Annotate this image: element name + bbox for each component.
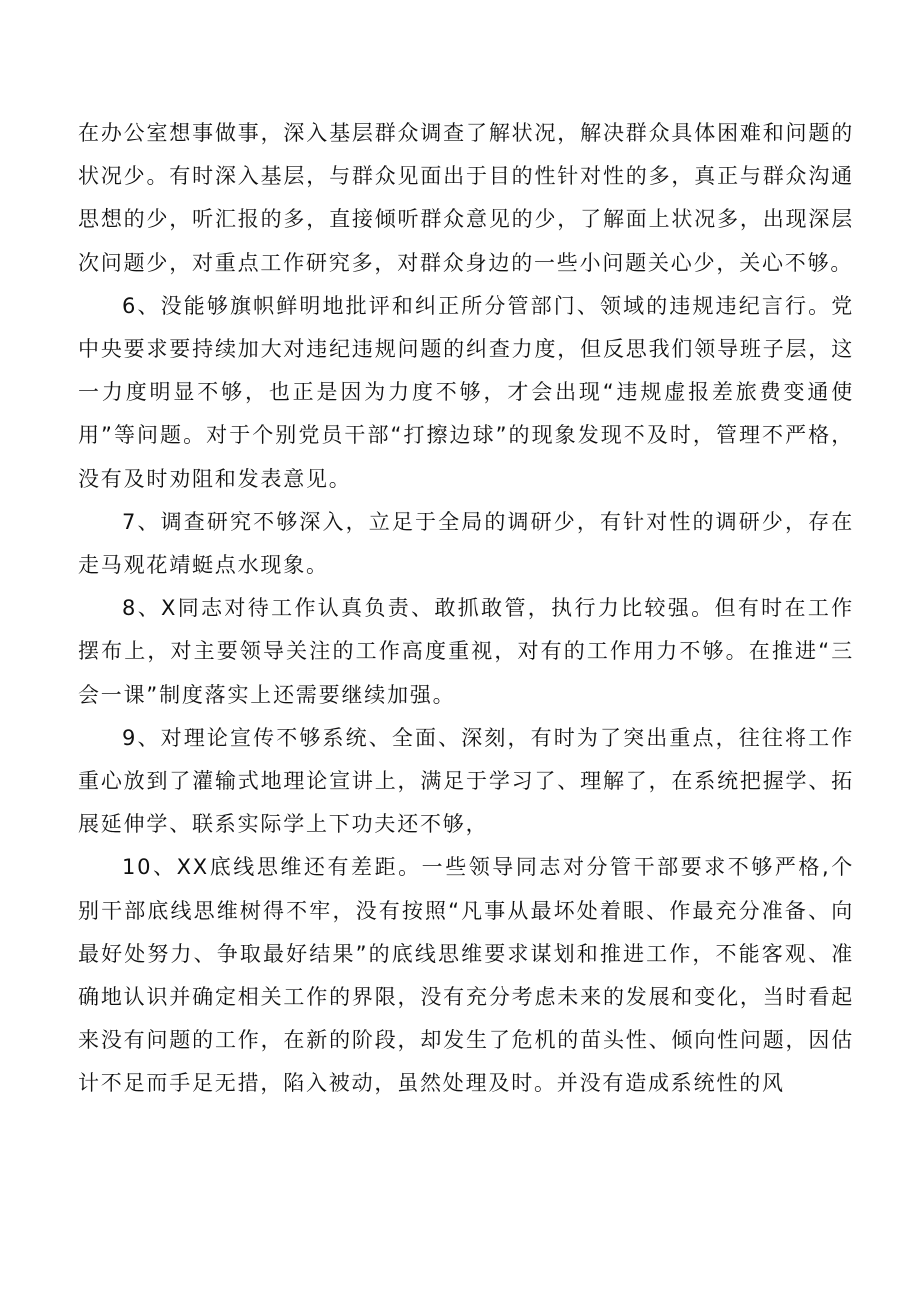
paragraph-item-6: 6、没能够旗帜鲜明地批评和纠正所分管部门、领域的违规违纪言行。党中央要求要持续加大对违纪违规问题的纠查力度，但反思我们领导班子层，这一力度明显不够，也正是因为力度不够，才会出现“违规虚报差旅费变通使用”等问题。对于个别党员干部“打擦边球”的现象发现不及时，管理不严格，没有及时劝阻和发表意见。 [78, 293, 854, 491]
paragraph-item-7: 7、调查研究不够深入，立足于全局的调研少，有针对性的调研少，存在走马观花靖蜓点水现象。 [78, 509, 854, 578]
paragraph-continued: 在办公室想事做事，深入基层群众调查了解状况，解决群众具体困难和问题的状况少。有时深入基层，与群众见面出于目的性针对性的多，真正与群众沟通思想的少，听汇报的多，直接倾听群众意见的少，了解面上状况多，出现深层次问题少，对重点工作研究多，对群众身边的一些小问题关心少，关心不够。 [78, 121, 854, 275]
document-body [78, 112, 854, 1106]
paragraph-item-10: 10、XX底线思维还有差距。一些领导同志对分管干部要求不够严格,个别干部底线思维树得不牢，没有按照“凡事从最坏处着眼、作最充分准备、向最好处努力、争取最好结果”的底线思维要求谋划和推进工作，不能客观、准确地认识并确定相关工作的界限，没有充分考虑未来的发展和变化，当时看起来没有问题的工作，在新的阶段，却发生了危机的苗头性、倾向性问题，因估计不足而手足无措，陷入被动，虽然处理及时。并没有造成系统性的风 [78, 855, 854, 1096]
paragraph-item-9: 9、对理论宣传不够系统、全面、深刻，有时为了突出重点，往往将工作重心放到了灌输式地理论宣讲上，满足于学习了、理解了，在系统把握学、拓展延伸学、联系实际学上下功夫还不够， [78, 725, 854, 837]
paragraph-item-8: 8、X同志对待工作认真负责、敢抓敢管，执行力比较强。但有时在工作摆布上，对主要领导关注的工作高度重视，对有的工作用力不够。在推进“三会一课”制度落实上还需要继续加强。 [78, 596, 854, 707]
